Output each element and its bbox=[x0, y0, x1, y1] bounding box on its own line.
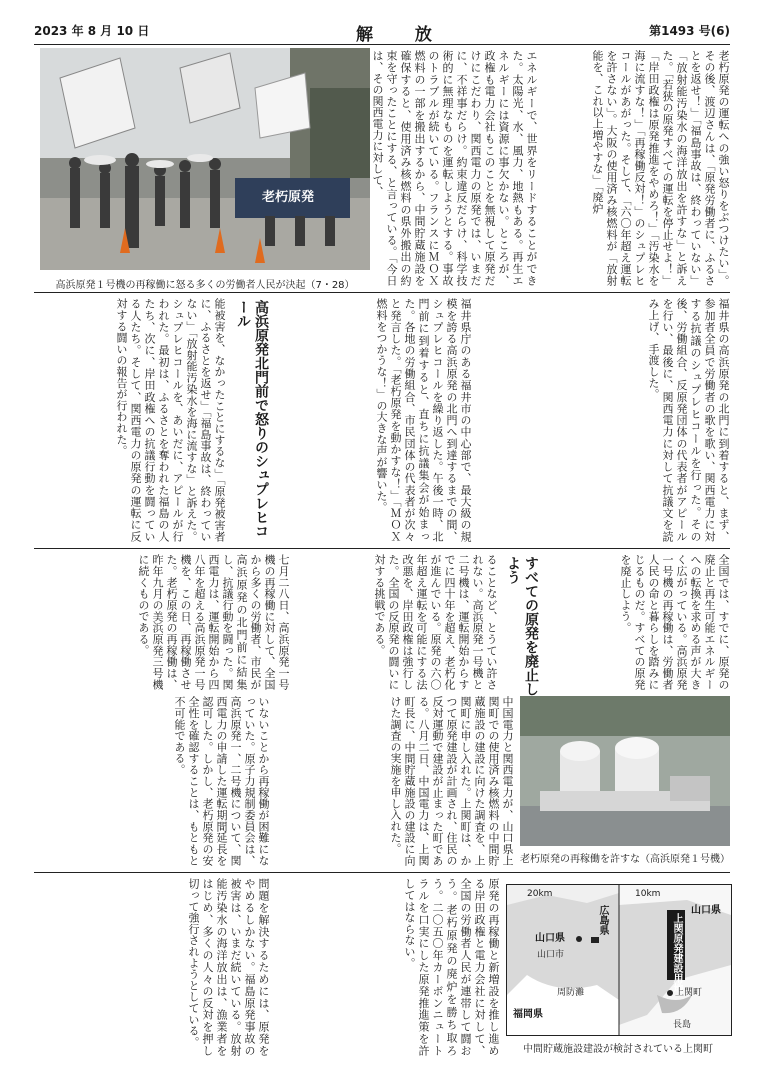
map-label-site: 上関原発建設用地 bbox=[671, 913, 682, 993]
map-scale-right: 10km bbox=[635, 889, 661, 899]
header-rule bbox=[34, 44, 730, 45]
article-column-6a: 問題を解決するためには、原発をやめるしかない。福島原発事故の被害は、いまだ続いている。放射能汚染水の海洋放出は、漁業者をはじめ、多くの人々の反対を押し切って強行されようとしている。 bbox=[187, 878, 270, 1056]
issue-date: 2023 年 8 月 10 日 bbox=[34, 24, 150, 38]
section-rule-1 bbox=[34, 292, 730, 293]
article-column-1b: 老朽原発の運転への強い怒りをぶつけたい」。その後、渡辺さんは、「原発労働者に、ふるさとを返せ！」「福島事故は、終わっていない」「放射能汚染水の海洋放出を許すな」と訴えた。「若狭の原発すべての運転を停止せよ！」「岸田政権は原発推進をやめろ！」「汚染水を海に流すな！」「再稼働反対！」のシュプレヒコールがあがった。そして、「六〇年超え運転を許さない」。大阪の使用済み核燃料が「放射能を、これ以上増やすな」「廃炉 bbox=[591, 50, 730, 286]
map-label-kaminoseki: 上関町 bbox=[675, 988, 703, 998]
headline-takahama: 高浜原発北門前で怒りのシュプレヒコール bbox=[235, 300, 269, 538]
article-column-4a: ることなど、とうてい許されない。高浜原発一号機と二号機は、運転開始からすでに四十年を超え、老朽化が進んでいる。原発の六〇年超え運転を可能にする法改悪を、岸田政権は強行した。全国の反原発の闘いに対する挑戦である。 bbox=[373, 554, 498, 690]
map-label-fukuoka: 福岡県 bbox=[513, 1009, 543, 1020]
map-label-yamaguchi-right: 山口県 bbox=[691, 905, 721, 916]
map-label-hiroshima: 広島県 bbox=[597, 905, 608, 935]
article-column-3b: 七月二八日、高浜原発一号機の再稼働に対して、全国から多くの労働者、市民が高浜原発の北門前に結集し、抗議行動を闘った。関西電力は、運転開始から四八年を超える高浜原発一号機を、この日、再稼働させた。老朽原発の再稼働は、昨年九月の美浜原発三号機に続くものである。 bbox=[137, 554, 290, 690]
protest-photo bbox=[40, 48, 370, 270]
plant-photo bbox=[520, 696, 730, 846]
map-scale-left: 20km bbox=[527, 889, 553, 899]
article-column-6b: 原発の再稼働と新増設を推し進める岸田政権と電力会社に対して、全国の労働者人民が連帯して闘おう。老朽原発の廃炉を勝ち取ろう。二〇五〇年カーボンニュートラルを口実にした原発推進策を許してはならない。 bbox=[403, 878, 500, 1056]
issue-number: 第1493 号(6) bbox=[649, 24, 730, 38]
article-column-2a: 能被害を、なかったことにするな」「原発被害者に、ふるさとを返せ」「福島事故は、終わっていない」「放射能汚染水を海に流すな」と訴えた。シュプレヒコールを、あいだに、アピールが行われた。最初は、ふるさとを奪われた福島の人たち、次に、岸田政権への抗議行動を闘っている人たち。そして、関西電力の原発の運転に反対する闘いの報告が行われた。 bbox=[115, 298, 226, 542]
article-column-1a: エネルギーで、世界をリードすることができた。太陽光、水、風力、地熱もある。再生エネルギーには資源に事欠かない。ところが、政権も電力会社もこのことを無視して原発だけにこだわり、関西電力の原発では、いまだに、不祥事だらけ。約束違反だらけ、科学技術的に無理なものを運転しようとする。事故のトラブルが続いている。フランスにＭＯＸ燃料の一部を搬出するから、中間貯蔵施設を確保すると、使用済み核燃料の県外搬出の約束を守ったことにする、と言っている。「今日は、その関西電力に対して、 bbox=[371, 50, 538, 286]
map-label-yamaguchi: 山口県 bbox=[535, 933, 565, 944]
article-column-3a: 福井県の高浜原発の北門に到着すると、まず、参加者全員で労働者の歌を歌い、関西電力に対する抗議のシュプレヒコールを行った。その後、労働組合、反原発団体の代表者がアピールを行い、最後に、関西電力に対して抗議文を読み上げ、手渡した。 bbox=[647, 298, 730, 542]
map-label-yamaguchi-city: 山口市 bbox=[537, 950, 565, 960]
article-column-4b: 全国では、すでに、原発の廃止と再生可能エネルギーへの転換を求める声が大きく広がっている。高浜原発一号機の再稼働は、労働者人民の命と暮らしを踏みにじるものだ。すべての原発を廃止しよう。 bbox=[619, 554, 730, 690]
map-label-suonada: 周防灘 bbox=[557, 988, 585, 998]
newspaper-title: 解 放 bbox=[356, 25, 450, 45]
plant-photo-caption: 老朽原発の再稼働を許すな（高浜原発１号機） bbox=[520, 854, 730, 865]
article-column-2b: 福井県庁のある福井市の中心部で、最大級の規模を誇る高浜原発の北門へ到達するまでの間、シュプレヒコールを繰り返した。午後一時、北門前に到着すると、直ちに抗議集会が始まった。各地の労働組合、市民団体の代表者が次々と発言した。「老朽原発を動かすな！」「ＭＯＸ燃料をつかうな！」の大きな声が響いた。 bbox=[375, 298, 472, 542]
section-rule-3 bbox=[34, 872, 730, 873]
article-column-5b: 中国電力と関西電力が、山口県上関町での使用済み核燃料の中間貯蔵施設の建設に向けた調査を、上関町に申し入れた。上関町は、かつて原発建設が計画され、住民の反対運動で建設が止まった町である。八月二日、中国電力は、上関町長に、中間貯蔵施設の建設に向けた調査の実施を申し入れた。 bbox=[389, 696, 514, 866]
protest-photo-caption: 高浜原発１号機の再稼働に怒る多くの労働者人民が決起（7・28） bbox=[55, 280, 355, 291]
map-label-nagashima: 長島 bbox=[673, 1020, 692, 1030]
headline-abolish-all: すべての原発を廃止しよう bbox=[505, 556, 539, 696]
newspaper-header bbox=[34, 22, 730, 44]
section-rule-2 bbox=[34, 548, 730, 549]
map-caption: 中間貯蔵施設建設が検討されている上関町 bbox=[523, 1044, 713, 1055]
protest-banner-text: 老朽原発 bbox=[262, 190, 315, 205]
location-map bbox=[506, 884, 732, 1036]
article-column-5a: いないことから再稼働が困難になっていた。原子力規制委員会は、高浜原発一、二号機について、関西電力の申請した運転期間延長を認可した。しかし、老朽原発の安全性を確認することは、もともと不可能である。 bbox=[173, 696, 270, 866]
